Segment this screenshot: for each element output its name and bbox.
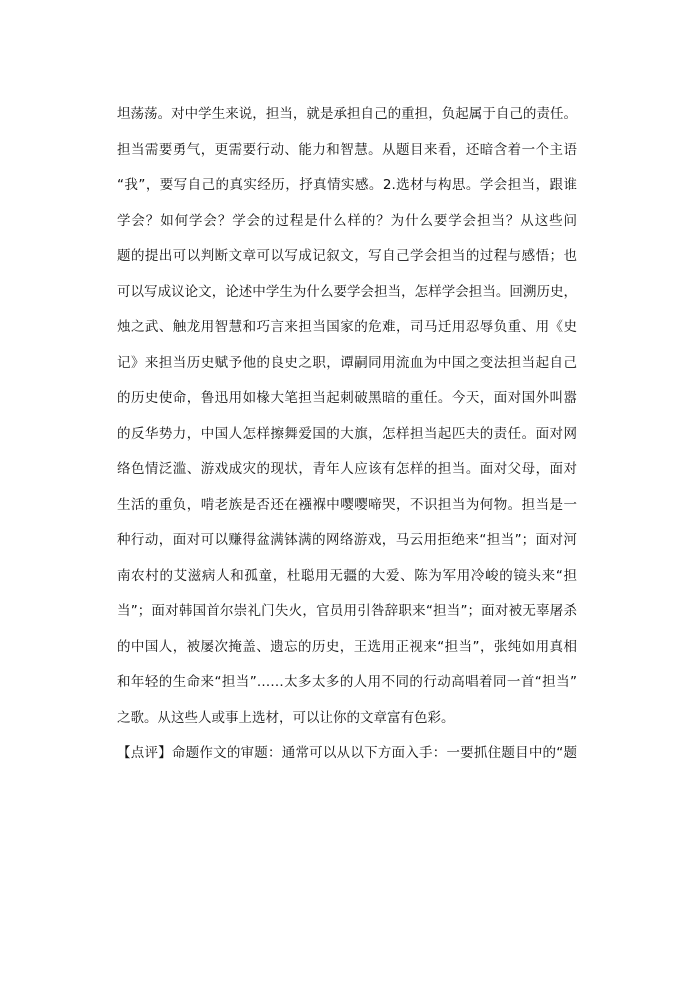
text-line-13: 种行动，面对可以赚得盆满钵满的网络游戏，马云用拒绝来“担当”；面对河 bbox=[117, 532, 577, 548]
text-line-11: 络色情泛滥、游戏成灾的现状，青年人应该有怎样的担当。面对父母，面对 bbox=[117, 461, 577, 477]
text-line-3: “我”，要写自己的真实经历，抒真情实感。2.选材与构思。学会担当，跟谁 bbox=[117, 177, 577, 193]
text-line-4: 学会？如何学会？学会的过程是什么样的？为什么要学会担当？从这些问 bbox=[117, 212, 577, 229]
text-line-8: 记》来担当历史赋予他的良史之职，谭嗣同用流血为中国之变法担当起自己 bbox=[117, 354, 577, 371]
text-line-6: 可以写成议论文，论述中学生为什么要学会担当，怎样学会担当。回溯历史， bbox=[117, 283, 577, 300]
text-line-18: 之歌。从这些人或事上选材，可以让你的文章富有色彩。 bbox=[117, 709, 455, 726]
comment-line: 【点评】命题作文的审题：通常可以从以下方面入手：一要抓住题目中的“题 bbox=[117, 745, 577, 761]
text-line-16: 的中国人，被屡次掩盖、遗忘的历史，王选用正视来“担当”，张纯如用真相 bbox=[117, 638, 577, 655]
text-line-1: 坦荡荡。对中学生来说，担当，就是承担自己的重担，负起属于自己的责任。 bbox=[117, 106, 577, 122]
text-line-14: 南农村的艾滋病人和孤童，杜聪用无疆的大爱、陈为军用冷峻的镜头来“担 bbox=[117, 567, 577, 584]
text-line-17: 和年轻的生命来“担当”……太多太多的人用不同的行动高唱着同一首“担当” bbox=[117, 674, 577, 690]
text-line-2: 担当需要勇气，更需要行动、能力和智慧。从题目来看，还暗含着一个主语 bbox=[117, 141, 577, 158]
body-text bbox=[117, 97, 577, 772]
text-line-9: 的历史使命，鲁迅用如椽大笔担当起刺破黑暗的重任。今天，面对国外叫嚣 bbox=[117, 390, 577, 406]
text-line-7: 烛之武、触龙用智慧和巧言来担当国家的危难，司马迁用忍辱负重、用《史 bbox=[117, 319, 577, 335]
text-line-15: 当”；面对韩国首尔崇礼门失火，官员用引咎辞职来“担当”；面对被无辜屠杀 bbox=[117, 603, 577, 619]
text-line-10: 的反华势力，中国人怎样擦舞爱国的大旗，怎样担当起匹夫的责任。面对网 bbox=[117, 425, 577, 442]
text-line-5: 题的提出可以判断文章可以写成记叙文，写自己学会担当的过程与感悟；也 bbox=[117, 248, 577, 264]
text-line-12: 生活的重负，啃老族是否还在襁褓中嘤嘤啼哭，不识担当为何物。担当是一 bbox=[117, 496, 577, 513]
